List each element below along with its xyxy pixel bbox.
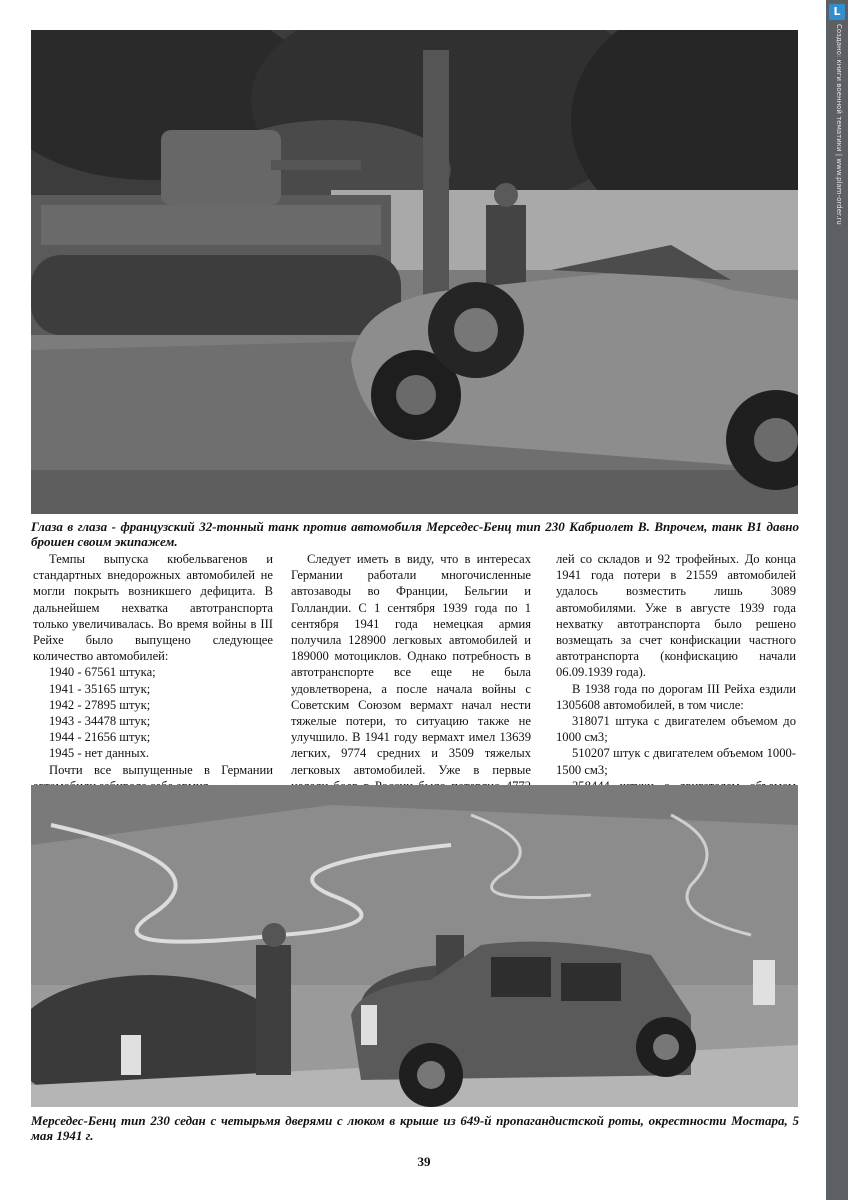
year-list-item: 1944 - 21656 штук; — [49, 730, 151, 745]
watermark-text: Создано: книги военной тематики | www.plam-order.ru — [835, 24, 843, 225]
engine-list-item: 318071 штука с двигателем объемом до 1000 см3; — [556, 714, 796, 745]
watermark-logo-icon: L — [829, 4, 845, 20]
engine-list-item: 510207 штук с двигателем объемом 1000-1500 см3; — [556, 746, 796, 777]
text-column-3 — [556, 551, 796, 810]
sedan-mountain-photo — [31, 785, 798, 1107]
year-list-item: 1942 - 27895 штук; — [49, 697, 151, 712]
year-list-item: 1945 - нет данных. — [49, 746, 150, 761]
watermark-strip — [826, 0, 848, 1200]
year-list-item: 1941 - 35165 штук; — [49, 681, 151, 696]
bottom-photo-caption: Мерседес-Бенц тип 230 седан с четырьмя дверями с люком в крыше из 649-й пропагандистской роты, окрестности Мостара, 5 мая 1941 г. — [31, 1113, 799, 1143]
column3-roads: В 1938 года по дорогам III Рейха ездили 1305608 автомобилей, в том числе: — [556, 681, 796, 712]
column1-intro: Темпы выпуска кюбельвагенов и стандартных внедорожных автомобилей не могли покрыть возникшего дефицита. В дальнейшем нехватка автотранспорта только увеличивалась. Во время войны в III Рейхе было выпущено следующее количество автомобилей: — [33, 552, 273, 664]
year-list-item: 1943 - 34478 штук; — [49, 714, 151, 729]
column2-paragraph: Следует иметь в виду, что в интересах Германии работали многочисленные автозаводы во Франции, Бельгии и Голландии. С 1 сентября 1939 года по 1 сентября 1941 года немецкая армия получила 128900 легковых автомобилей и 189000 мотоциклов. Однако потребность в автотранспорте все еще не была удовлетворена, а после начала войны с Советским Союзом вермахт начал нести тяжелые потери, то ситуацию также не улучшило. В 1941 году вермахт имел 13639 легких, 9774 средних и 3509 тяжелых легковых автомобилей. Уже в первые — [291, 552, 531, 777]
year-list-item: 1940 - 67561 штука; — [49, 665, 156, 680]
text-column-1 — [33, 551, 273, 794]
top-photo-caption: Глаза в глаза - французский 32-тонный танк против автомобиля Мерседес-Бенц тип 230 Кабриолет В. Впрочем, танк В1 давно брошен своим экипажем. — [31, 519, 799, 549]
tank-and-cabriolet-photo — [31, 30, 798, 514]
column3-continuation: лей со складов и 92 трофейных. До конца 1941 года потери в 21559 автомобилей удалось возместить лишь 3089 автомобилями. Уже в августе 1939 года нехватку автотранспорта было решено возмещать за счет конфискации частного автотранспорта (конфискацию начали 06.09.1939 года). — [556, 552, 796, 680]
page-number: 39 — [417, 1154, 431, 1169]
column1-outro: Почти все выпущенные в Германии — [49, 762, 273, 777]
